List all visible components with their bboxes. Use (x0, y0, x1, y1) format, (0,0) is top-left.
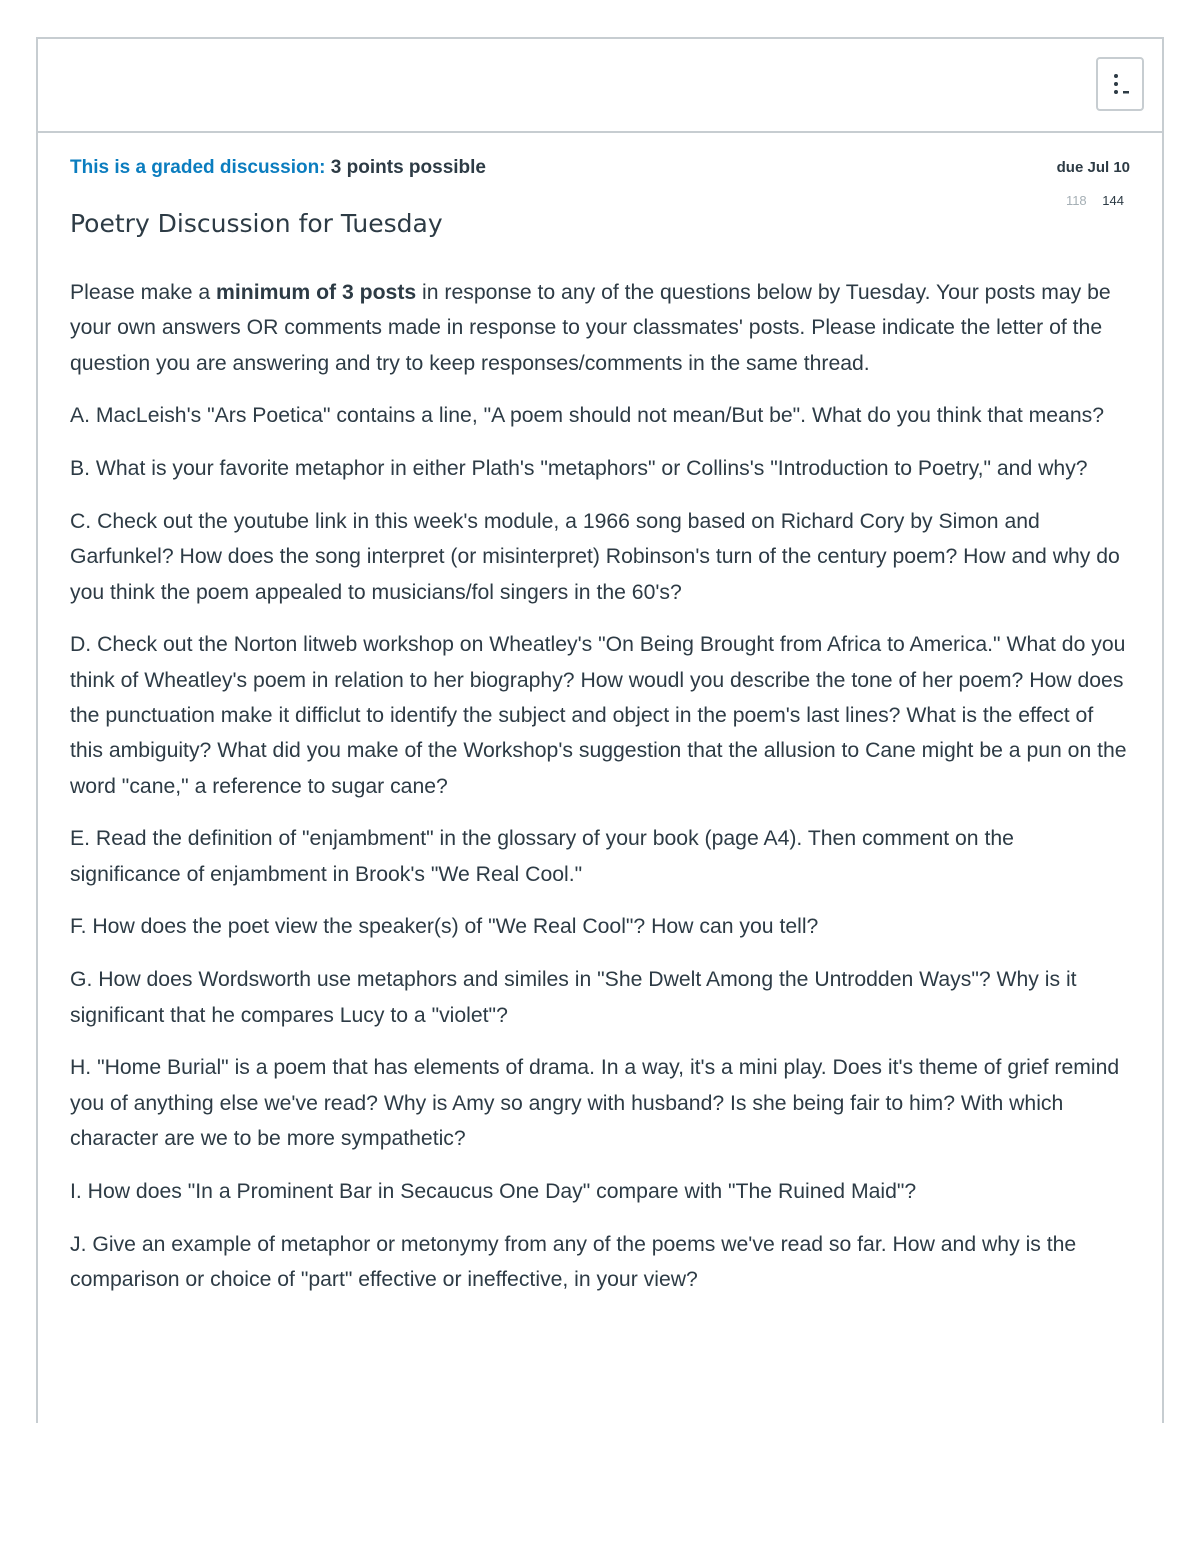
question-h: H. "Home Burial" is a poem that has elements of drama. In a way, it's a mini play. Does it's theme of grief remind you of anything else we've read? Why is Amy so angry with husband? Is she being fair to him? With which character are we to be more sympathetic? (70, 1056, 1120, 1150)
question-g: G. How does Wordsworth use metaphors and similes in "She Dwelt Among the Untrodden Ways"? Why is it significant that he compares Lucy to a "violet"? (70, 968, 1077, 1027)
question-d: D. Check out the Norton litweb workshop on Wheatley's "On Being Brought from Africa to America." What do you think of Wheatley's poem in relation to her biography? How woudl you describe the tone of her poem? How does the punctuation make it difficlut to identify the subject and object in the poem's last lines? What is the effect of this ambiguity? What did you make of the Workshop's suggestion that the allusion to Cane might be a pun on the word "cane," a reference to sugar cane? (70, 633, 1127, 798)
question-i: I. How does "In a Prominent Bar in Secaucus One Day" compare with "The Ruined Maid"? (70, 1179, 917, 1203)
question-a: A. MacLeish's "Ars Poetica" contains a line, "A poem should not mean/But be". What do you think that means? (70, 404, 1105, 428)
intro-text-after: in response to any of the questions below by Tuesday. Your posts may be your own answers OR comments made in response to your classmates' posts. Please indicate the letter of the question you are answering and try to keep responses/comments in the same thread. (70, 281, 1111, 375)
discussion-body (70, 275, 1130, 1297)
intro-text-bold: minimum of 3 posts (216, 281, 417, 304)
reply-counts (1066, 193, 1124, 208)
intro-paragraph (70, 275, 1130, 381)
graded-info-row (70, 157, 1130, 201)
question-j: J. Give an example of metaphor or metonymy from any of the poems we've read so far. How and why is the comparison or choice of "part" effective or ineffective, in your view? (70, 1232, 1077, 1291)
total-count: 144 (1102, 193, 1124, 208)
question-e: E. Read the definition of "enjambment" in the glossary of your book (page A4). Then comment on the significance of enjambment in Brook's "We Real Cool." (70, 827, 1014, 886)
graded-discussion-label (70, 157, 486, 179)
due-date: due Jul 10 (1056, 159, 1130, 176)
question-c: C. Check out the youtube link in this week's module, a 1966 song based on Richard Cory by Simon and Garfunkel? How does the song interpret (or misinterpret) Robinson's turn of the century poem? How and why do you think the poem appealed to musicians/fol singers in the 60's? (70, 509, 1120, 604)
intro-text-before: Please make a (70, 281, 217, 304)
discussion-content (70, 133, 1130, 1315)
discussion-title: Poetry Discussion for Tuesday (70, 209, 443, 238)
points-possible: 3 points possible (330, 157, 486, 178)
graded-label: This is a graded discussion: (70, 157, 326, 178)
kebab-menu-icon (1108, 71, 1132, 97)
unread-count: 118 (1065, 193, 1087, 208)
question-f: F. How does the poet view the speaker(s) of "We Real Cool"? How can you tell? (70, 915, 819, 939)
options-menu-button[interactable] (1096, 57, 1144, 111)
discussion-frame (36, 37, 1164, 1423)
title-row (70, 193, 1130, 257)
discussion-toolbar (38, 39, 1162, 133)
question-b: B. What is your favorite metaphor in either Plath's "metaphors" or Collins's "Introduction to Poetry," and why? (70, 457, 1088, 481)
